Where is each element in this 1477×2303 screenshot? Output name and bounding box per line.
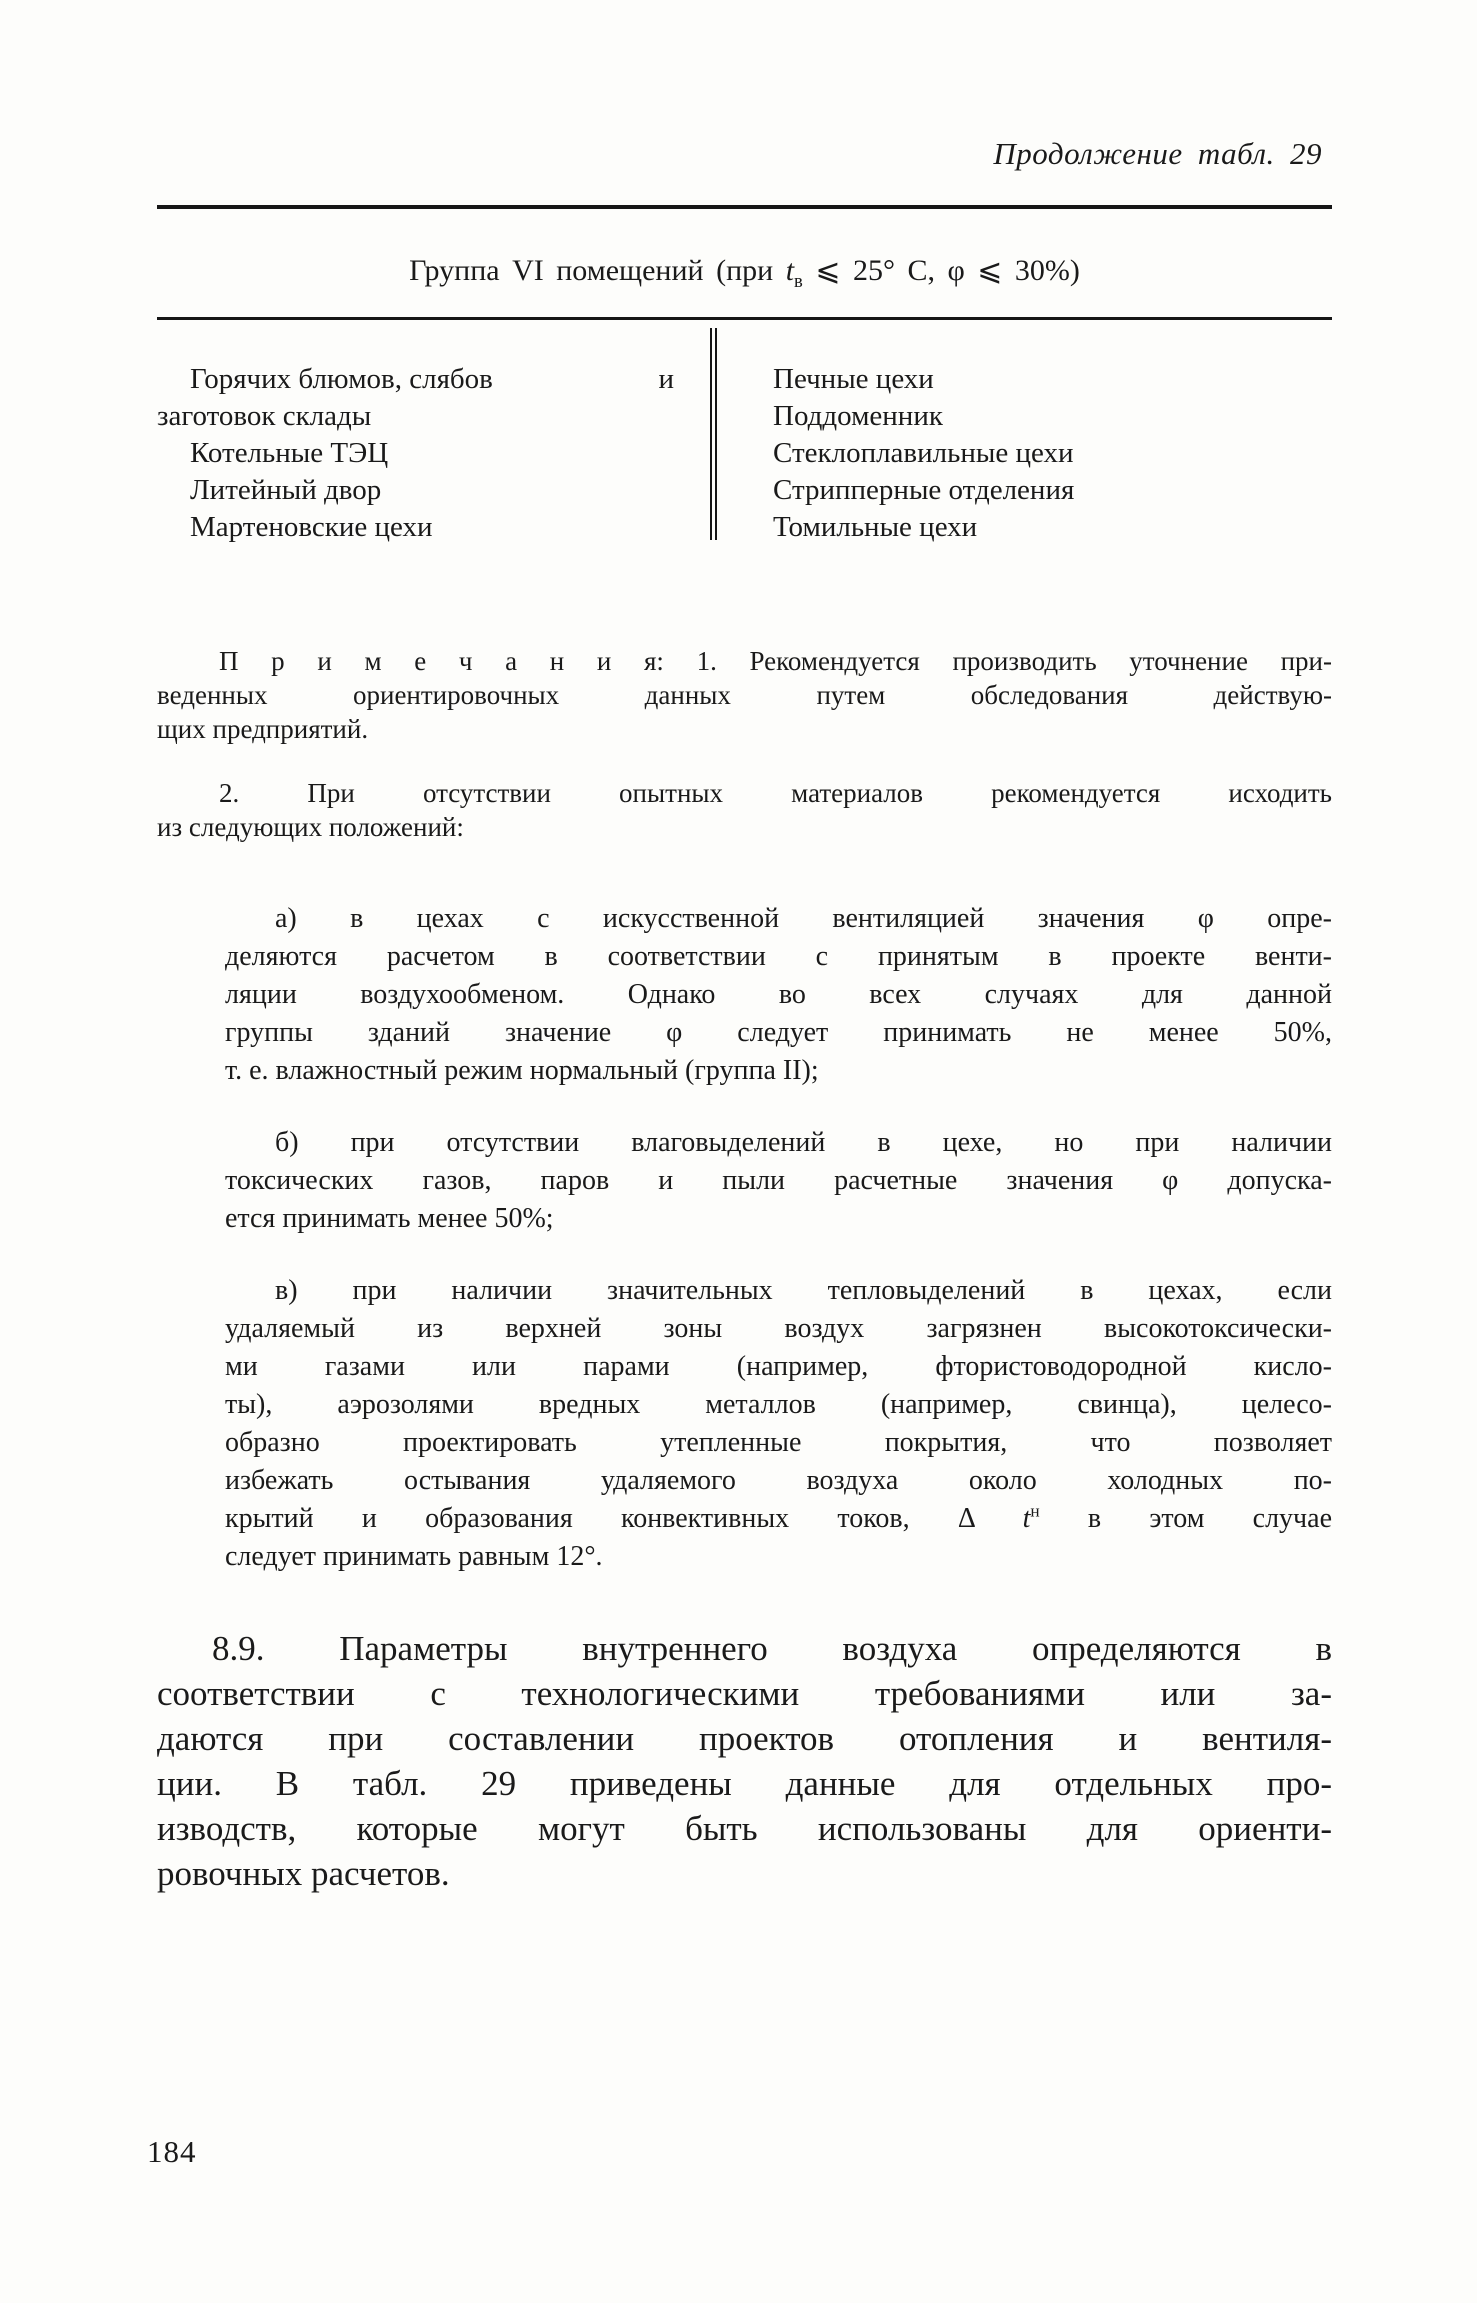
note-item-v xyxy=(225,1272,1332,1576)
text-line: ции. В табл. 29 приведены данные для отдельных про- xyxy=(157,1764,1332,1803)
text-line: 2. При отсутствии опытных материалов рекомендуется исходить xyxy=(219,778,1332,808)
table-row: заготовок склады xyxy=(157,400,372,432)
text-line: а) в цехах с искусственной вентиляцией значения φ опре- xyxy=(275,903,1332,934)
text-line: веденных ориентировочных данных путем обследования действую- xyxy=(157,680,1332,710)
horizontal-rule-top xyxy=(157,205,1332,209)
table-rows xyxy=(773,361,1332,546)
running-header: Продолжение табл. 29 xyxy=(993,136,1322,171)
text-line: изводств, которые могут быть использованы для ориенти- xyxy=(157,1809,1332,1848)
text-line: ется принимать менее 50%; xyxy=(225,1203,554,1234)
text-line: даются при составлении проектов отопления и вентиля- xyxy=(157,1719,1332,1758)
text-line: из следующих положений: xyxy=(157,812,464,842)
table-rows xyxy=(157,435,699,546)
table-29-continuation xyxy=(157,320,1332,550)
text-line: ми газами или парами (например, фтористоводородной кисло- xyxy=(225,1351,1332,1382)
table-group-title: Группа VI помещений (при $t_в$ ⩽ 25° С, φ ⩽ 30%) xyxy=(409,254,1080,292)
text-line: ляции воздухообменом. Однако во всех случаях для данной xyxy=(225,979,1332,1010)
table-column-divider xyxy=(710,328,717,540)
table-cell-text: и xyxy=(658,363,674,395)
text-line: т. е. влажностный режим нормальный (группа II); xyxy=(225,1055,819,1086)
text-line: образно проектировать утепленные покрытия, что позволяет xyxy=(225,1427,1332,1458)
text-line: Стеклоплавильные цехи xyxy=(773,437,1074,469)
text-line: щих предприятий. xyxy=(157,714,369,744)
text-line: соответствии с технологическими требованиями или за- xyxy=(157,1674,1332,1713)
text-line: б) при отсутствии влаговыделений в цехе, но при наличии xyxy=(275,1127,1332,1158)
notes-paragraph-1 xyxy=(157,644,1332,746)
notes-paragraph-2 xyxy=(157,776,1332,844)
table-right-column xyxy=(773,361,1332,546)
text-line: Томильные цехи xyxy=(773,511,978,543)
text-line: токсических газов, паров и пыли расчетные значения φ допуска- xyxy=(225,1165,1332,1196)
text-line: Литейный двор xyxy=(190,474,382,506)
text-line: в) при наличии значительных тепловыделений в цехах, если xyxy=(275,1275,1332,1306)
text-line: П р и м е ч а н и я: 1. Рекомендуется производить уточнение при- xyxy=(219,646,1332,676)
text-line: крытий и образования конвективных токов, Δ $t^н$ в этом случае xyxy=(225,1501,1332,1534)
page-content xyxy=(157,0,1332,1896)
text-line: ровочных расчетов. xyxy=(157,1854,450,1893)
page-number: 184 xyxy=(147,2134,197,2169)
table-left-column xyxy=(157,361,699,546)
text-line: Мартеновские цехи xyxy=(190,511,433,543)
text-line: группы зданий значение φ следует принимать не менее 50%, xyxy=(225,1017,1332,1048)
text-line: следует принимать равным 12°. xyxy=(225,1541,603,1572)
note-item-a xyxy=(225,900,1332,1090)
text-line: Стрипперные отделения xyxy=(773,474,1075,506)
table-cell-text: Горячих блюмов, слябов xyxy=(190,363,493,395)
text-line: деляются расчетом в соответствии с принятым в проекте венти- xyxy=(225,941,1332,972)
text-line: 8.9. Параметры внутреннего воздуха определяются в xyxy=(212,1629,1332,1668)
text-line: избежать остывания удаляемого воздуха около холодных по- xyxy=(225,1465,1332,1496)
text-line: ты), аэрозолями вредных металлов (например, свинца), целесо- xyxy=(225,1389,1332,1420)
text-line: Поддоменник xyxy=(773,400,943,432)
paragraph-8-9 xyxy=(157,1626,1332,1896)
table-row xyxy=(157,361,699,398)
text-line: удаляемый из верхней зоны воздух загрязнен высокотоксически- xyxy=(225,1313,1332,1344)
text-line: Печные цехи xyxy=(773,363,934,395)
note-item-b xyxy=(225,1124,1332,1238)
text-line: Котельные ТЭЦ xyxy=(190,437,389,469)
